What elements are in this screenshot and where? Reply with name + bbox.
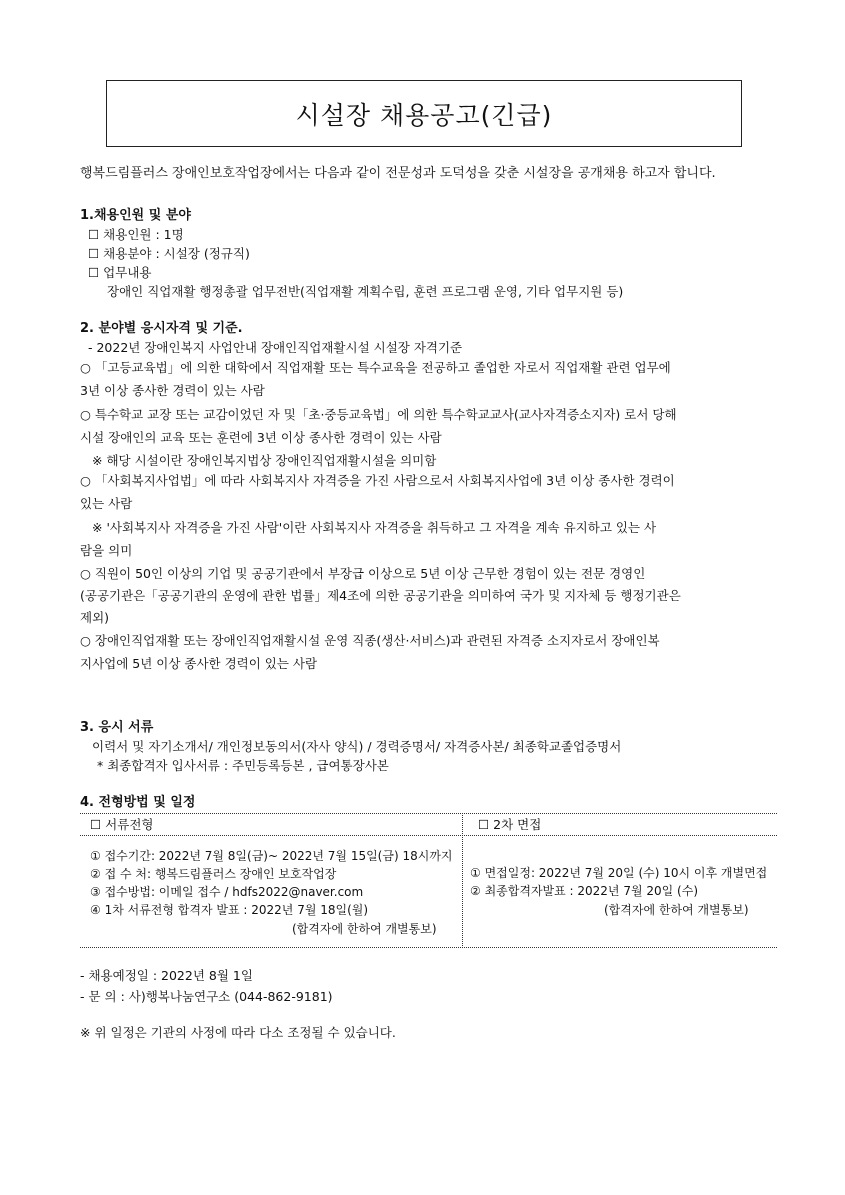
section2-line: ※ '사회복지사 자격증을 가진 사람'이란 사회복지사 자격증을 취득하고 그 자격을 계속 유지하고 있는 사 bbox=[92, 520, 657, 535]
section2-heading: 2. 분야별 응시자격 및 기준. bbox=[80, 321, 243, 336]
section2-line: 제외) bbox=[80, 610, 110, 625]
footer-note: ※ 위 일정은 기관의 사정에 따라 다소 조정될 수 있습니다. bbox=[80, 1025, 396, 1040]
document-screening-item: ③ 접수방법: 이메일 접수 / hdfs2022@naver.com bbox=[90, 885, 364, 899]
table-header-document-screening: ☐ 서류전형 bbox=[90, 817, 154, 832]
section2-line: ○ 직원이 50인 이상의 기업 및 공공기관에서 부장급 이상으로 5년 이상 근무한 경험이 있는 전문 경영인 bbox=[80, 566, 646, 581]
table-column-divider bbox=[462, 813, 463, 948]
document-screening-item: ① 접수기간: 2022년 7월 8일(금)~ 2022년 7월 15일(금) 18시까지 bbox=[90, 849, 453, 863]
section2-line: ○ 「사회복지사업법」에 따라 사회복지사 자격증을 가진 사람으로서 사회복지사업에 3년 이상 종사한 경력이 bbox=[80, 473, 675, 488]
table-bottom-border bbox=[80, 947, 777, 948]
section2-line: ※ 해당 시설이란 장애인복지법상 장애인직업재활시설을 의미함 bbox=[92, 453, 437, 468]
contact-info: - 문 의 : 사)행복나눔연구소 (044-862-9181) bbox=[80, 989, 333, 1004]
document-screening-item: ④ 1차 서류전형 합격자 발표 : 2022년 7월 18일(월) bbox=[90, 903, 369, 917]
section2-line: ○ 특수학교 교장 또는 교감이었던 자 및「초·중등교육법」에 의한 특수학교교사(교사자격증소지자) 로서 당해 bbox=[80, 407, 677, 422]
interview-item: ② 최종합격자발표 : 2022년 7월 20일 (수) bbox=[470, 884, 699, 898]
section2-line: (공공기관은「공공기관의 운영에 관한 법률」제4조에 의한 공공기관을 의미하여 국가 및 지자체 등 행정기관은 bbox=[80, 588, 681, 603]
section1-item: ☐ 채용분야 : 시설장 (정규직) bbox=[88, 246, 250, 261]
section1-item: 장애인 직업재활 행정총괄 업무전반(직업재활 계획수립, 훈련 프로그램 운영, 기타 업무지원 등) bbox=[107, 284, 624, 299]
table-header-interview: ☐ 2차 면접 bbox=[478, 817, 542, 832]
section2-line: 람을 의미 bbox=[80, 543, 133, 558]
intro-text: 행복드림플러스 장애인보호작업장에서는 다음과 같이 전문성과 도덕성을 갖춘 시설장을 공개채용 하고자 합니다. bbox=[80, 166, 716, 181]
section2-line: 지사업에 5년 이상 종사한 경력이 있는 사람 bbox=[80, 656, 318, 671]
page-title: 시설장 채용공고(긴급) bbox=[295, 100, 553, 130]
section2-line: 3년 이상 종사한 경력이 있는 사람 bbox=[80, 383, 265, 398]
section1-item: ☐ 업무내용 bbox=[88, 265, 152, 280]
section2-line: ○ 장애인직업재활 또는 장애인직업재활시설 운영 직종(생산·서비스)과 관련된 자격증 소지자로서 장애인복 bbox=[80, 633, 660, 648]
section1-heading: 1.채용인원 및 분야 bbox=[80, 208, 191, 223]
section2-line: - 2022년 장애인복지 사업안내 장애인직업재활시설 시설장 자격기준 bbox=[88, 340, 463, 355]
interview-note: (합격자에 한하여 개별통보) bbox=[604, 903, 749, 917]
section2-line: 있는 사람 bbox=[80, 496, 133, 511]
title-box bbox=[106, 80, 742, 147]
section3-heading: 3. 응시 서류 bbox=[80, 720, 154, 735]
section2-line: 시설 장애인의 교육 또는 훈련에 3년 이상 종사한 경력이 있는 사람 bbox=[80, 430, 442, 445]
document-screening-note: (합격자에 한하여 개별통보) bbox=[292, 922, 437, 936]
document-screening-item: ② 접 수 처: 행복드림플러스 장애인 보호작업장 bbox=[90, 867, 337, 881]
table-top-border bbox=[80, 813, 777, 814]
interview-item: ① 면접일정: 2022년 7월 20일 (수) 10시 이후 개별면접 bbox=[470, 866, 768, 880]
table-header-divider bbox=[80, 835, 777, 836]
section4-heading: 4. 전형방법 및 일정 bbox=[80, 795, 196, 810]
section1-item: ☐ 채용인원 : 1명 bbox=[88, 227, 184, 242]
schedule-table bbox=[80, 813, 777, 948]
section2-line: ○ 「고등교육법」에 의한 대학에서 직업재활 또는 특수교육을 전공하고 졸업한 자로서 직업재활 관련 업무에 bbox=[80, 360, 671, 375]
hiring-date: - 채용예정일 : 2022년 8월 1일 bbox=[80, 968, 253, 983]
section3-line: 이력서 및 자기소개서/ 개인정보동의서(자사 양식) / 경력증명서/ 자격증사본/ 최종학교졸업증명서 bbox=[92, 739, 622, 754]
section3-line: * 최종합격자 입사서류 : 주민등록등본 , 급여통장사본 bbox=[97, 758, 389, 773]
